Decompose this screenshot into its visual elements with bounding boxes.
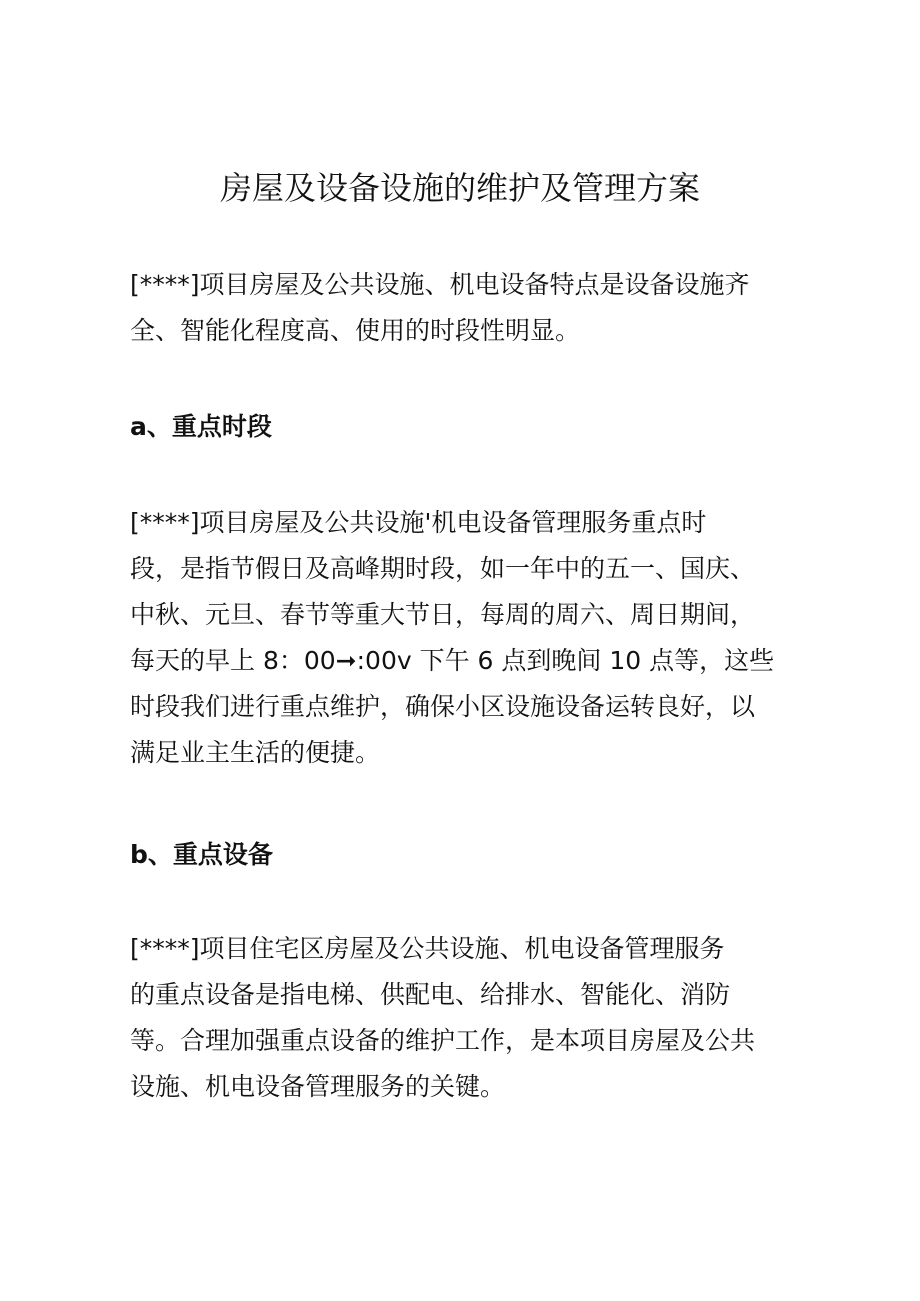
section-b-paragraph: [****]项目住宅区房屋及公共设施、机电设备管理服务 的重点设备是指电梯、供配电、给排水、智能化、消防 等。合理加强重点设备的维护工作，是本项目房屋及公共 设施、机电设备管理服务的关键。 — [130, 934, 756, 1101]
section-a-paragraph: [****]项目房屋及公共设施'机电设备管理服务重点时 段，是指节假日及高峰期时段，如一年中的五一、国庆、 中秋、元旦、春节等重大节日，每周的周六、周日期间， 每天的早上 8：00➞:00v 下午 6 点到晚间 10 点等，这些 时段我们进行重点维护，确保小区设施设备运转良好，以 满足业主生活的便捷。 — [130, 508, 775, 767]
section-b-heading: b、重点设备 — [130, 840, 273, 869]
section-a-heading: a、重点时段 — [130, 412, 272, 441]
intro-paragraph: [****]项目房屋及公共设施、机电设备特点是设备设施齐 全、智能化程度高、使用的时段性明显。 — [130, 270, 750, 345]
document-title: 房屋及设备设施的维护及管理方案 — [219, 169, 700, 207]
